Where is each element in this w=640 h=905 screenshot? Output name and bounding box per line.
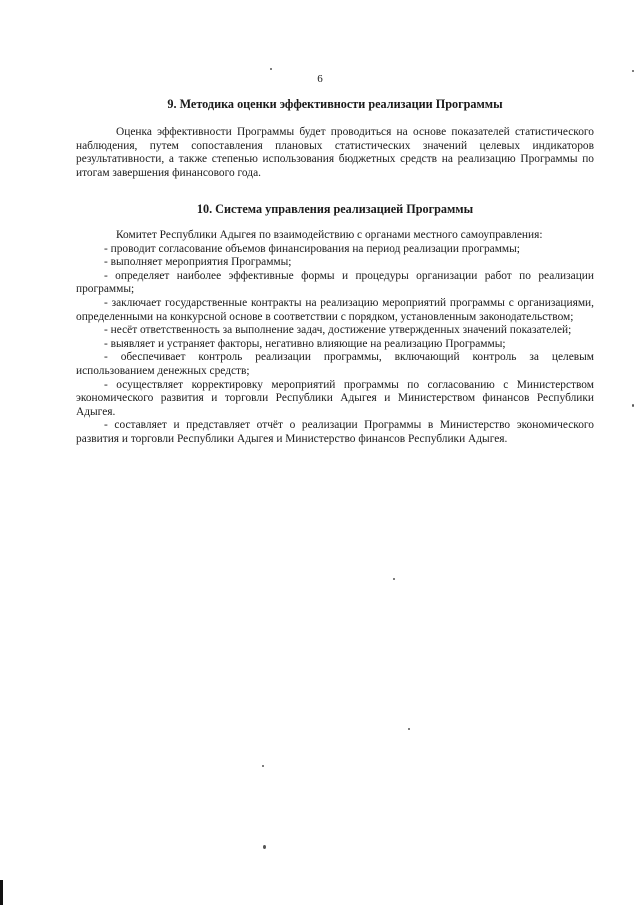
list-item: - осуществляет корректировку мероприятий программы по согласованию с Министерством экономического развития и торговли Республики Адыгея и Министерством финансов Республики Адыгея.: [76, 378, 594, 418]
scan-speck: [632, 404, 634, 407]
section-10-intro: Комитет Республики Адыгея по взаимодействию с органами местного самоуправления:: [116, 229, 543, 241]
scan-speck: [408, 728, 410, 730]
scan-speck: [263, 845, 266, 849]
list-item: - выполняет мероприятия Программы;: [104, 256, 292, 269]
scan-speck: [262, 765, 264, 767]
list-item: - составляет и представляет отчёт о реализации Программы в Министерство экономического развития и торговли Республики Адыгея и Министерство финансов Республики Адыгея.: [76, 419, 594, 445]
section-10-title: 10. Система управления реализацией Программы: [196, 202, 474, 216]
section-9-title: 9. Методика оценки эффективности реализации Программы: [167, 97, 503, 111]
section-9-body: Оценка эффективности Программы будет проводиться на основе показателей статистического наблюдения, путем сопоставления плановых статистических значений целевых индикаторов результативности, а также степенью использования бюджетных средств на реализацию Программы по итогам завершения финансового года.: [76, 126, 594, 179]
section-10-list: [76, 229, 594, 447]
list-item: - несёт ответственность за выполнение задач, достижение утвержденных значений показателей;: [104, 324, 572, 337]
list-item: - обеспечивает контроль реализации программы, включающий контроль за целевым использованием денежных средств;: [76, 351, 594, 377]
scan-edge-mark: [0, 880, 3, 905]
scan-speck: [393, 578, 395, 580]
list-item: - заключает государственные контракты на реализацию мероприятий программы с организациями, определенными на конкурсной основе в соответствии с порядком, установленным законодательством;: [76, 296, 594, 323]
list-item: - определяет наиболее эффективные формы и процедуры организации работ по реализации программы;: [76, 269, 594, 296]
scan-speck: [270, 68, 272, 70]
list-item: - проводит согласование объемов финансирования на период реализации программы;: [104, 242, 520, 255]
list-item: - выявляет и устраняет факторы, негативно влияющие на реализацию Программы;: [104, 337, 506, 350]
scan-speck: [632, 70, 634, 72]
page-number: 6: [317, 73, 323, 85]
